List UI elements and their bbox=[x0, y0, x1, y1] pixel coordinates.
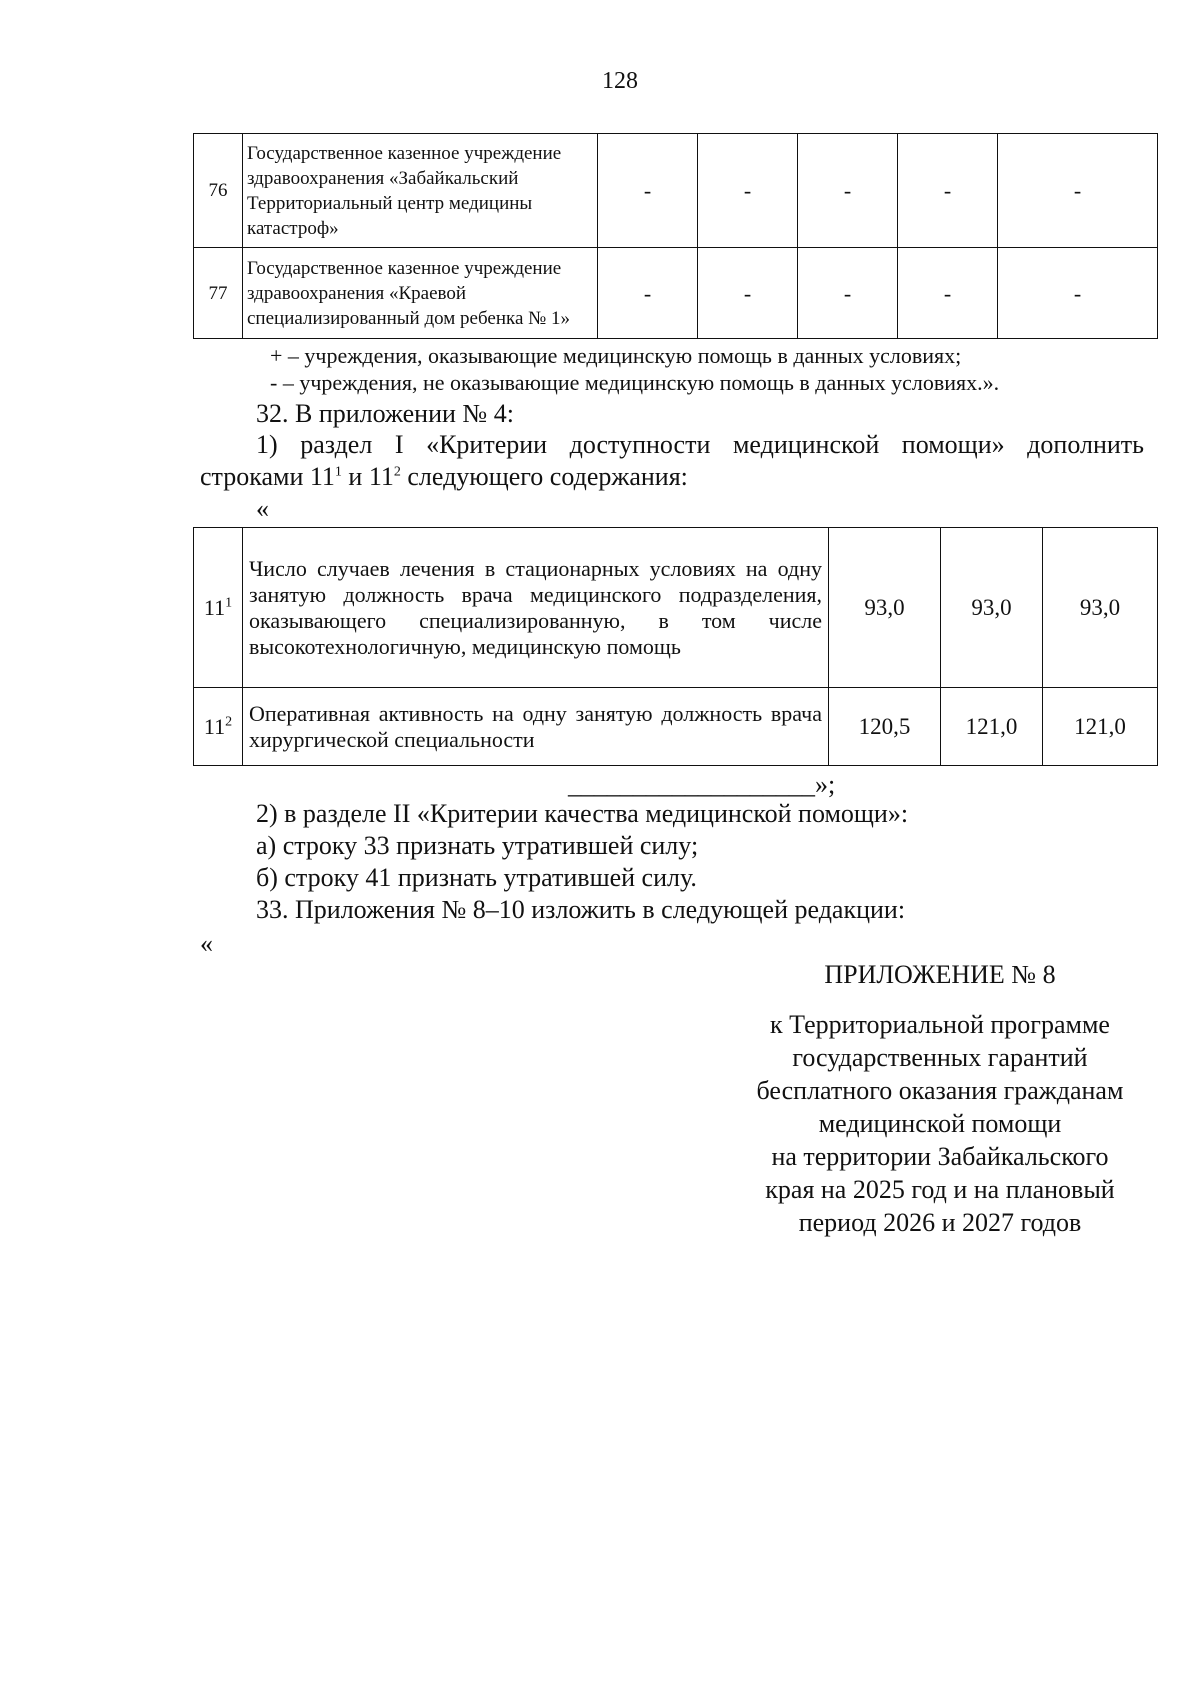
item-32-2: 2) в разделе II «Критерии качества медицинской помощи»: bbox=[256, 799, 909, 828]
item-32-1-line2 bbox=[200, 461, 688, 493]
value-cell: 121,0 bbox=[941, 688, 1043, 766]
value-cell: 93,0 bbox=[941, 528, 1043, 688]
criteria-table bbox=[193, 527, 1158, 766]
item-32: 32. В приложении № 4: bbox=[256, 399, 514, 428]
value-cell: 93,0 bbox=[1043, 528, 1158, 688]
value-cell: 120,5 bbox=[829, 688, 941, 766]
appendix-line: медицинской помощи bbox=[818, 1109, 1062, 1138]
appendix-line: к Территориальной программе bbox=[770, 1010, 1110, 1039]
mark-cell: - bbox=[998, 248, 1158, 339]
superscript: 1 bbox=[334, 464, 342, 480]
text-fragment: строками 11 bbox=[200, 462, 335, 491]
row-number: 77 bbox=[194, 248, 243, 339]
row-number bbox=[194, 528, 243, 688]
superscript: 2 bbox=[393, 464, 401, 480]
table-row bbox=[194, 248, 1158, 339]
row-number: 76 bbox=[194, 134, 243, 248]
text-fragment: и 11 bbox=[341, 462, 394, 491]
mark-cell: - bbox=[698, 248, 798, 339]
table-row bbox=[194, 688, 1158, 766]
open-quote: « bbox=[256, 494, 269, 523]
row-number-base: 11 bbox=[203, 713, 226, 739]
facility-table bbox=[193, 133, 1158, 339]
superscript: 1 bbox=[225, 595, 233, 611]
criterion-description: Число случаев лечения в стационарных условиях на одну занятую должность врача медицинского подразделения, оказывающего специализированную, в том числе высокотехнологичную, медицинскую помощь bbox=[243, 528, 829, 688]
appendix-line: бесплатного оказания гражданам bbox=[756, 1076, 1124, 1105]
legend-minus: - – учреждения, не оказывающие медицинскую помощь в данных условиях.». bbox=[270, 370, 1000, 395]
closing-line: ___________________»; bbox=[568, 770, 836, 799]
mark-cell: - bbox=[598, 134, 698, 248]
appendix-line: государственных гарантий bbox=[792, 1043, 1088, 1072]
text-fragment: следующего содержания: bbox=[400, 462, 688, 491]
mark-cell: - bbox=[898, 248, 998, 339]
mark-cell: - bbox=[898, 134, 998, 248]
legend-plus: + – учреждения, оказывающие медицинскую помощь в данных условиях; bbox=[270, 343, 962, 368]
appendix-line: края на 2025 год и на плановый bbox=[765, 1175, 1115, 1204]
item-32-2-a: а) строку 33 признать утратившей силу; bbox=[256, 831, 699, 860]
superscript: 2 bbox=[225, 714, 233, 730]
value-cell: 121,0 bbox=[1043, 688, 1158, 766]
value-cell: 93,0 bbox=[829, 528, 941, 688]
item-32-1-line1: 1) раздел I «Критерии доступности медицинской помощи» дополнить bbox=[256, 430, 1144, 459]
mark-cell: - bbox=[998, 134, 1158, 248]
row-number-base: 11 bbox=[203, 594, 226, 620]
facility-name: Государственное казенное учреждение здравоохранения «Краевой специализированный дом ребенка № 1» bbox=[243, 248, 598, 339]
item-33: 33. Приложения № 8–10 изложить в следующей редакции: bbox=[256, 895, 906, 924]
mark-cell: - bbox=[798, 134, 898, 248]
mark-cell: - bbox=[698, 134, 798, 248]
open-quote-2: « bbox=[200, 929, 213, 958]
appendix-line: период 2026 и 2027 годов bbox=[798, 1208, 1082, 1237]
item-32-2-b: б) строку 41 признать утратившей силу. bbox=[256, 863, 697, 892]
table-row bbox=[194, 528, 1158, 688]
mark-cell: - bbox=[598, 248, 698, 339]
page-number: 128 bbox=[602, 68, 638, 94]
appendix-line: на территории Забайкальского bbox=[771, 1142, 1109, 1171]
table-row bbox=[194, 134, 1158, 248]
criterion-description: Оперативная активность на одну занятую должность врача хирургической специальности bbox=[243, 688, 829, 766]
facility-name: Государственное казенное учреждение здравоохранения «Забайкальский Территориальный центр медицины катастроф» bbox=[243, 134, 598, 248]
mark-cell: - bbox=[798, 248, 898, 339]
row-number bbox=[194, 688, 243, 766]
appendix-title: ПРИЛОЖЕНИЕ № 8 bbox=[824, 960, 1056, 989]
appendix-subtitle bbox=[700, 1008, 1180, 1239]
